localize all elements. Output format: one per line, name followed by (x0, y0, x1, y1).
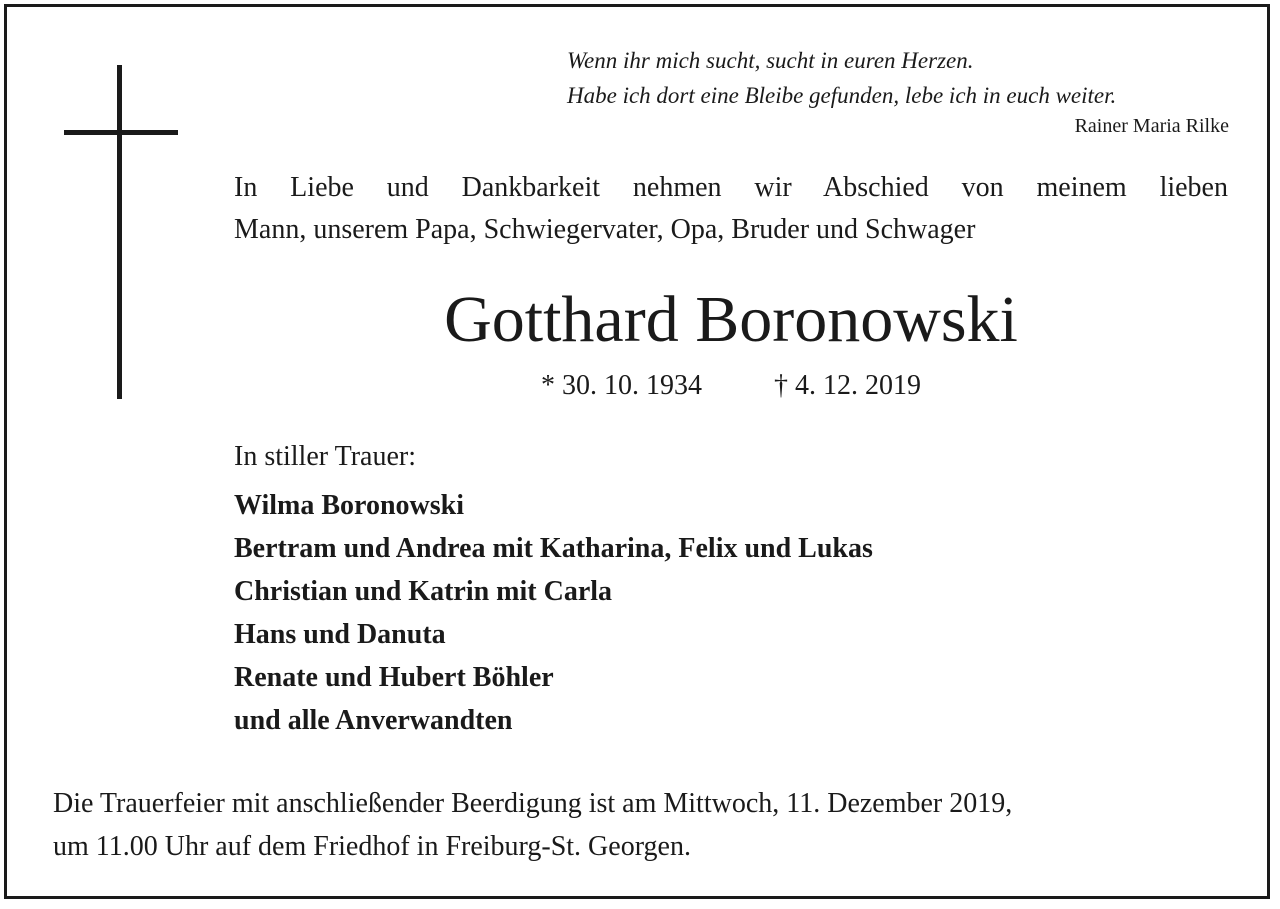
funeral-details-line: Die Trauerfeier mit anschließender Beerdigung ist am Mittwoch, 11. Dezember 2019, (53, 788, 1013, 819)
mourner-entry: Hans und Danuta (234, 619, 446, 650)
quote-author: Rainer Maria Rilke (1074, 115, 1229, 137)
deceased-name: Gotthard Boronowski (444, 283, 1018, 356)
farewell-intro (234, 167, 1228, 251)
death-date: † 4. 12. 2019 (774, 370, 921, 401)
life-dates (234, 366, 1228, 406)
cross-horizontal-bar (64, 130, 178, 135)
intro-line: In Liebe und Dankbarkeit nehmen wir Abschied von meinem lieben (234, 172, 1228, 203)
funeral-details-line: um 11.00 Uhr auf dem Friedhof in Freiburg-St. Georgen. (53, 831, 691, 862)
mourner-entry: Renate und Hubert Böhler (234, 662, 554, 693)
birth-date: * 30. 10. 1934 (541, 370, 702, 401)
mourners-list (234, 484, 873, 742)
quote-line: Habe ich dort eine Bleibe gefunden, lebe ich in euch weiter. (567, 83, 1117, 108)
intro-line: Mann, unserem Papa, Schwiegervater, Opa, Bruder und Schwager (234, 214, 976, 245)
mourning-heading: In stiller Trauer: (234, 441, 416, 472)
cross-icon (64, 65, 178, 399)
cross-vertical-bar (117, 65, 122, 399)
mourner-entry: Bertram und Andrea mit Katharina, Felix und Lukas (234, 533, 873, 564)
epigraph-quote (567, 43, 1229, 113)
mourner-entry: Christian und Katrin mit Carla (234, 576, 613, 607)
mourner-entry: und alle Anverwandten (234, 705, 513, 736)
quote-line: Wenn ihr mich sucht, sucht in euren Herzen. (567, 48, 974, 73)
funeral-details (53, 782, 1228, 868)
mourner-entry: Wilma Boronowski (234, 490, 465, 521)
